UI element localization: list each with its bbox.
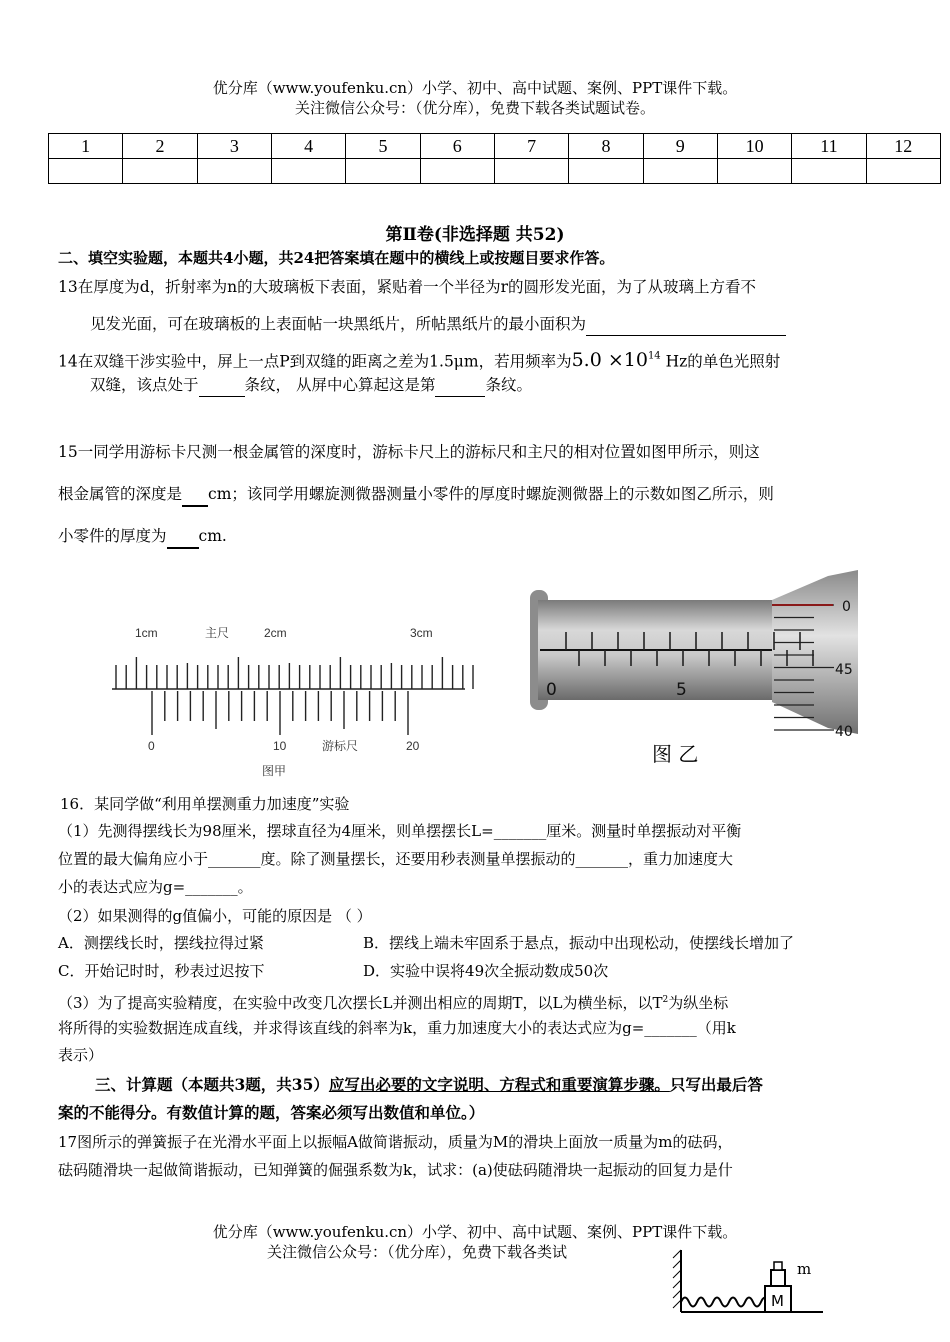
q16-part2: （2）如果测得的g值偏小，可能的原因是 （ ） [58, 907, 372, 925]
q13-line-1: 13在厚度为d，折射率为n的大玻璃板下表面，紧贴着一个半径为r的圆形发光面，为了从玻璃上方看不 [58, 278, 757, 296]
q16-part1-line1: （1）先测得摆线长为98厘米，摆球直径为4厘米，则单摆摆长L=_______厘米。测量时单摆振动对平衡 [58, 822, 742, 840]
q16-option-d[interactable]: D．实验中误将49次全振动数成50次 [363, 962, 609, 980]
main-label-title: 主尺 [205, 626, 230, 640]
q15-line-2b: cm；该同学用螺旋测微器测量小零件的厚度时螺旋测微器上的示数如图乙所示，则 [208, 485, 774, 503]
q14-line-2a: 双缝，该点处于 [90, 376, 199, 394]
thimble-label-45: 45 [835, 662, 853, 678]
section-3-heading-line1 [95, 1074, 935, 1096]
main-label-2cm: 2cm [264, 626, 287, 640]
main-label-3cm: 3cm [410, 626, 433, 640]
q15-line-1: 15一同学用游标卡尺测一根金属管的深度时，游标卡尺上的游标尺和主尺的相对位置如图甲所示，则这 [58, 443, 760, 461]
q16-part3-line1b: 为纵坐标 [668, 994, 729, 1012]
q17-line-2: 砝码随滑块一起做简谐振动，已知弹簧的倔强系数为k，试求：(a)使砝码随滑块一起振动的回复力是什 [58, 1161, 733, 1179]
q13-line-2 [90, 313, 930, 336]
q14-line-1b: Hz的单色光照射 [660, 352, 781, 371]
header-line-2: 关注微信公众号：（优分库），免费下载各类试题试卷。 [294, 99, 655, 117]
answer-number: 4 [271, 134, 345, 159]
caliper-caption: 图甲 [262, 764, 287, 778]
q16-option-b[interactable]: B．摆线上端未牢固系于悬点，振动中出现松动，使摆线长增加了 [363, 934, 795, 952]
answer-number: 5 [346, 134, 420, 159]
sleeve-label-0: 0 [546, 680, 557, 700]
section-2-heading: 二、填空实验题，本题共4小题，共24把答案填在题中的横线上或按题目要求作答。 [58, 249, 615, 267]
q14-blank-1[interactable] [199, 374, 245, 397]
answer-cell[interactable] [717, 159, 791, 184]
section-3-heading-a: 三、计算题（本题共3题，共35） [95, 1075, 329, 1094]
q14-frequency [572, 349, 661, 371]
vernier-label-10: 10 [273, 739, 287, 753]
q14-line-2 [90, 374, 930, 397]
q16-option-a[interactable]: A．测摆线长时，摆线拉得过紧 [58, 934, 264, 952]
micrometer-caption: 图 乙 [652, 742, 699, 766]
answer-cell[interactable] [643, 159, 717, 184]
header-line-1: 优分库（www.youfenku.cn）小学、初中、高中试题、案例、PPT课件下载。 [212, 79, 738, 97]
q14-line-1 [58, 346, 933, 372]
q14-line-2c: 条纹。 [485, 376, 532, 394]
answer-cell[interactable] [197, 159, 271, 184]
vernier-label-20: 20 [406, 739, 420, 753]
answer-cell[interactable] [792, 159, 866, 184]
q15-blank-1[interactable] [182, 483, 208, 507]
weight-block [771, 1270, 785, 1286]
section-3-heading-b: 应写出必要的文字说明、方程式和重要演算步骤。 [328, 1075, 670, 1094]
micrometer-thimble [772, 570, 858, 734]
q17-line-1: 17图所示的弹簧振子在光滑水平面上以振幅A做简谐振动，质量为M的滑块上面放一质量为m的砝码， [58, 1133, 733, 1151]
sleeve-label-5: 5 [676, 680, 687, 700]
q16-part3-line2: 将所得的实验数据连成直线，并求得该直线的斜率为k，重力加速度大小的表达式应为g=_______（用k [58, 1019, 736, 1037]
q15-line-3a: 小零件的厚度为 [58, 527, 167, 545]
answer-table-number-row [49, 134, 941, 159]
answer-number: 1 [49, 134, 123, 159]
answer-cell[interactable] [494, 159, 568, 184]
q14-frequency-exponent: 14 [647, 351, 661, 362]
thimble-label-0: 0 [842, 599, 851, 615]
q15-line-2 [58, 483, 933, 507]
q13-answer-blank[interactable] [586, 313, 786, 336]
answer-number: 9 [643, 134, 717, 159]
answer-cell[interactable] [49, 159, 123, 184]
q15-line-3b: cm. [198, 527, 227, 545]
q16-part3-line1a: （3）为了提高实验精度，在实验中改变几次摆长L并测出相应的周期T，以L为横坐标，以T [58, 994, 663, 1012]
q16-part3-line3: 表示） [58, 1046, 104, 1064]
answer-number: 11 [792, 134, 866, 159]
answer-cell[interactable] [123, 159, 197, 184]
q14-frequency-base: 5.0 ×10 [571, 349, 648, 372]
vernier-label-title: 游标尺 [322, 739, 359, 753]
answer-cell[interactable] [420, 159, 494, 184]
section-3-heading-line2: 案的不能得分。有数值计算的题，答案必须写出数值和单位。） [58, 1103, 485, 1122]
spring [681, 1298, 777, 1307]
answer-cell[interactable] [271, 159, 345, 184]
vernier-label-0: 0 [148, 739, 155, 753]
slider-label: M [771, 1292, 784, 1310]
q16-part3-line1 [58, 989, 933, 1014]
q14-line-2b: 条纹， 从屏中心算起这是第 [244, 376, 436, 394]
q15-blank-2[interactable] [167, 525, 199, 549]
vernier-scale [152, 691, 408, 735]
answer-cell[interactable] [346, 159, 420, 184]
spring-oscillator-figure [655, 1232, 835, 1342]
vernier-caliper-figure [100, 615, 480, 785]
section-2-title: 第Ⅱ卷(非选择题 共52) [385, 225, 565, 245]
q14-line-1a: 14在双缝干涉实验中，屏上一点P到双缝的距离之差为1.5μm，若用频率为 [58, 352, 572, 371]
q16-option-c[interactable]: C．开始记时时，秒表过迟按下 [58, 962, 265, 980]
micrometer-figure [528, 568, 863, 738]
answer-cell[interactable] [866, 159, 940, 184]
answer-table-blank-row [49, 159, 941, 184]
q16-title: 16．某同学做“利用单摆测重力加速度”实验 [60, 795, 350, 813]
wall-hatching [673, 1250, 681, 1308]
section-3-heading-c: 只写出最后答 [669, 1075, 763, 1094]
thimble-label-40: 40 [835, 724, 853, 738]
q16-part3-superscript: 2 [662, 995, 669, 1005]
answer-number: 7 [494, 134, 568, 159]
weight-knob [774, 1262, 782, 1270]
answer-table [48, 133, 941, 184]
answer-number: 6 [420, 134, 494, 159]
q16-part1-line3: 小的表达式应为g=_______。 [58, 878, 253, 896]
main-scale [112, 657, 473, 689]
q15-line-3 [58, 525, 933, 549]
q14-blank-2[interactable] [435, 374, 485, 397]
answer-number: 10 [717, 134, 791, 159]
footer-line-1: 优分库（www.youfenku.cn）小学、初中、高中试题、案例、PPT课件下载。 [212, 1223, 738, 1241]
footer-line-2: 关注微信公众号：（优分库），免费下载各类试 [267, 1243, 568, 1261]
answer-number: 8 [569, 134, 643, 159]
q13-line-2-text: 见发光面，可在玻璃板的上表面帖一块黑纸片，所帖黑纸片的最小面积为 [90, 315, 587, 333]
q15-line-2a: 根金属管的深度是 [58, 485, 183, 503]
q16-part1-line2: 位置的最大偏角应小于_______度。除了测量摆长，还要用秒表测量单摆振动的_______，重力加速度大 [58, 850, 734, 868]
answer-number: 3 [197, 134, 271, 159]
answer-number: 2 [123, 134, 197, 159]
weight-label: m [797, 1260, 812, 1278]
answer-number: 12 [866, 134, 940, 159]
answer-cell[interactable] [569, 159, 643, 184]
main-label-1cm: 1cm [135, 626, 158, 640]
